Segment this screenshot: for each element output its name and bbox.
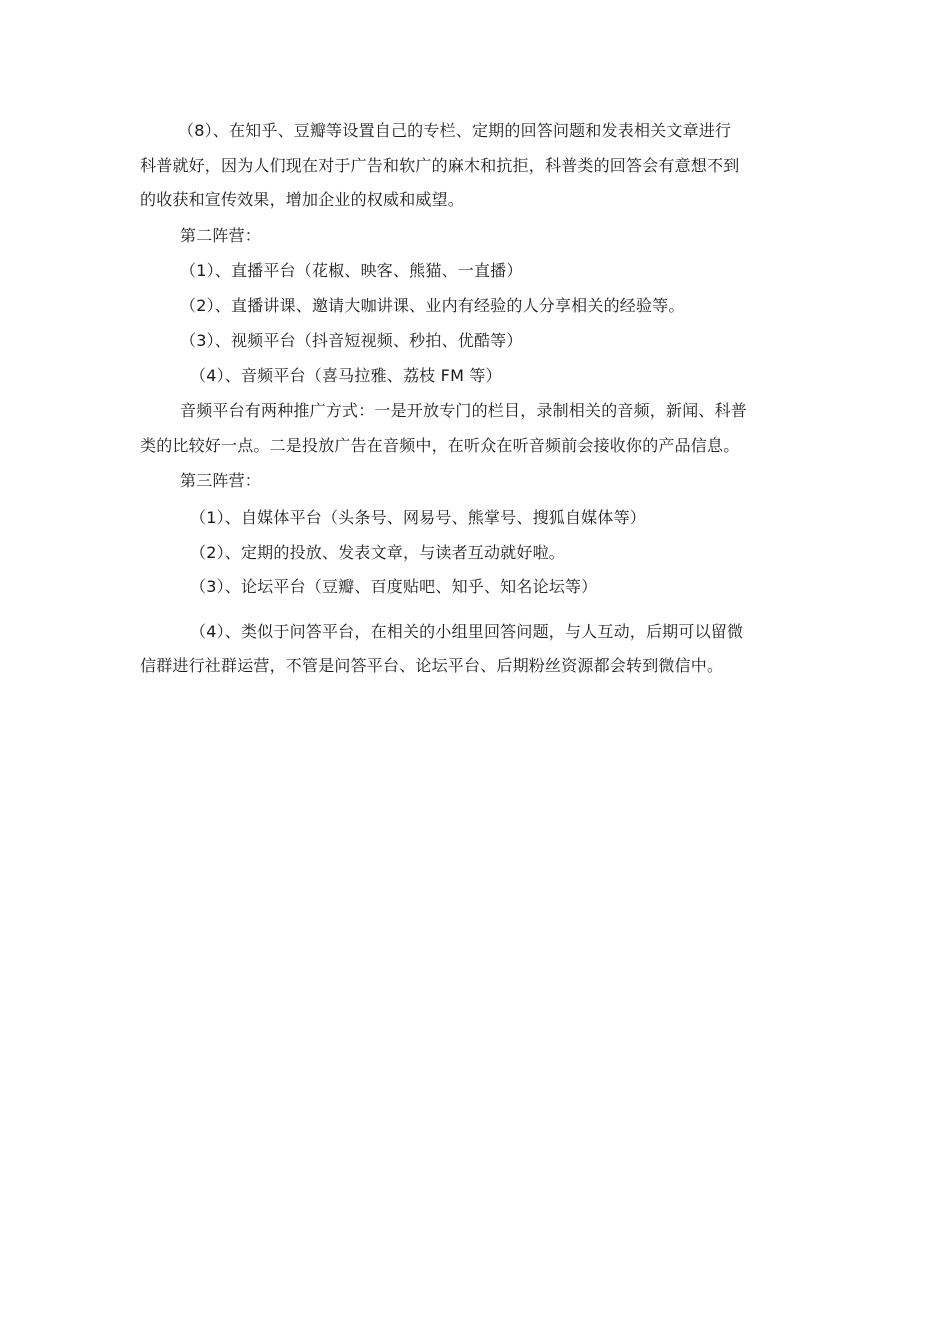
- paragraph-8-line-3: 的收获和宣传效果，增加企业的权威和威望。: [140, 190, 465, 209]
- camp-2-item-2: （2）、直播讲课、邀请大咖讲课、业内有经验的人分享相关的经验等。: [180, 296, 685, 315]
- paragraph-8-line-1: （8）、在知乎、豆瓣等设置自己的专栏、定期的回答问题和发表相关文章进行: [178, 121, 732, 140]
- camp-3-item-4-line-1: （4）、类似于问答平台，在相关的小组里回答问题，与人互动，后期可以留微: [190, 622, 744, 641]
- paragraph-8-line-2: 科普就好，因为人们现在对于广告和软广的麻木和抗拒，科普类的回答会有意想不到: [140, 156, 740, 175]
- camp-2-note-line-1: 音频平台有两种推广方式：一是开放专门的栏目，录制相关的音频，新闻、科普: [180, 401, 748, 420]
- camp-3-heading: 第三阵营：: [180, 471, 262, 490]
- camp-3-item-1: （1）、自媒体平台（头条号、网易号、熊掌号、搜狐自媒体等）: [190, 508, 646, 527]
- camp-3-item-2: （2）、定期的投放、发表文章，与读者互动就好啦。: [190, 543, 565, 562]
- camp-3-item-4-line-2: 信群进行社群运营，不管是问答平台、论坛平台、后期粉丝资源都会转到微信中。: [140, 656, 724, 675]
- camp-2-note-line-2: 类的比较好一点。二是投放广告在音频中，在听众在听音频前会接收你的产品信息。: [140, 436, 740, 455]
- camp-2-heading: 第二阵营：: [180, 226, 262, 245]
- camp-2-item-1: （1）、直播平台（花椒、映客、熊猫、一直播）: [180, 261, 523, 280]
- camp-3-item-3: （3）、论坛平台（豆瓣、百度贴吧、知乎、知名论坛等）: [190, 577, 598, 596]
- camp-2-item-4: （4）、音频平台（喜马拉雅、荔枝 FM 等）: [190, 366, 502, 385]
- camp-2-item-3: （3）、视频平台（抖音短视频、秒拍、优酷等）: [180, 331, 523, 350]
